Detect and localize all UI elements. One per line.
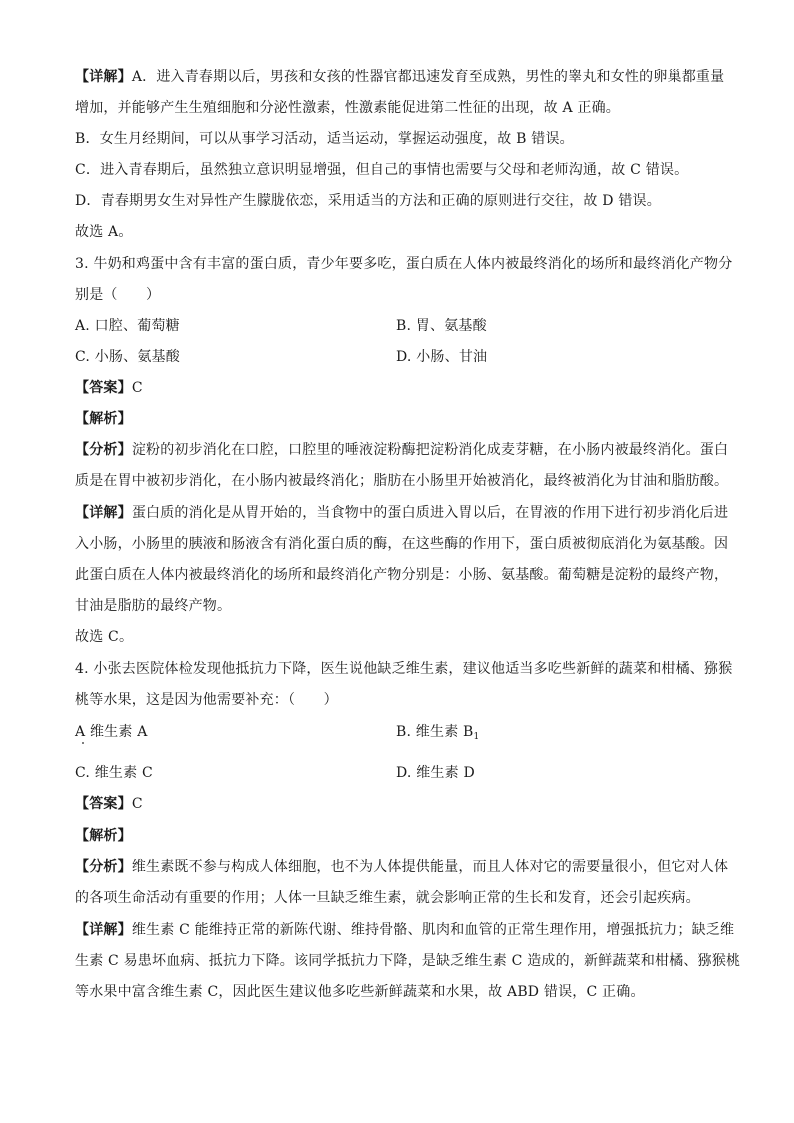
q4-option-d: D. 维生素 D (396, 765, 475, 781)
detail-tag: 【详解】 (75, 505, 132, 521)
answer-conclusion: 故选 A。 (75, 224, 133, 240)
q3-option-b: B. 胃、氨基酸 (396, 318, 487, 334)
q4-answer (75, 794, 143, 814)
question-4-stem: 4. 小张去医院体检发现他抵抗力下降，医生说他缺乏维生素，建议他适当多吃些新鲜的蔬菜和柑橘、猕猴 (75, 661, 733, 677)
option-b-explanation: B．女生月经期间，可以从事学习活动，适当运动，掌握运动强度，故 B 错误。 (75, 131, 574, 147)
detail-paragraph-line (75, 67, 724, 87)
q3-detail-line: 此蛋白质在人体内被最终消化的场所和最终消化产物分别是：小肠、氨基酸。葡萄糖是淀粉的最终产物， (75, 567, 729, 583)
q3-detail-line: 入小肠，小肠里的胰液和肠液含有消化蛋白质的酶，在这些酶的作用下，蛋白质被彻底消化为氨基酸。因 (75, 536, 729, 552)
q3-analysis-tag: 【解析】 (75, 411, 132, 427)
q4-analysis-tag: 【解析】 (75, 828, 132, 844)
q3-answer (75, 378, 143, 398)
subscript: 1 (473, 732, 480, 742)
analysis-tag: 【分析】 (75, 859, 132, 875)
q4-option-c: C. 维生素 C (75, 765, 153, 781)
detail-text: 维生素 C 能维持正常的新陈代谢、维持骨骼、肌肉和血管的正常生理作用，增强抵抗力；缺乏维 (131, 922, 735, 938)
analysis-tag: 【分析】 (75, 442, 132, 458)
detail-tag: 【详解】 (75, 69, 132, 85)
answer-value: C (131, 796, 143, 812)
q3-detail-line (75, 503, 728, 523)
question-3-stem: 3. 牛奶和鸡蛋中含有丰富的蛋白质，青少年要多吃，蛋白质在人体内被最终消化的场所和最终消化产物分 (75, 256, 733, 272)
analysis-text: 维生素既不参与构成人体细胞，也不为人体提供能量，而且人体对它的需要量很小，但它对人体 (131, 859, 729, 875)
answer-tag: 【答案】 (75, 796, 132, 812)
q3-conclusion: 故选 C。 (75, 629, 134, 645)
q3-option-a: A. 口腔、葡萄糖 (75, 318, 180, 334)
q4-analysis-line (75, 857, 728, 877)
detail-tag: 【详解】 (75, 922, 132, 938)
q4-option-b (396, 722, 479, 744)
answer-tag: 【答案】 (75, 380, 132, 396)
q4-analysis-line: 的各项生命活动有重要的作用；人体一旦缺乏维生素，就会影响正常的生长和发育，还会引起疾病。 (75, 890, 700, 906)
option-c-explanation: C．进入青春期后，虽然独立意识明显增强，但自己的事情也需要与父母和老师沟通，故 C 错误。 (75, 162, 689, 178)
analysis-text: 淀粉的初步消化在口腔，口腔里的唾液淀粉酶把淀粉消化成麦芽糖，在小肠内被最终消化。蛋白 (131, 442, 729, 458)
question-3-stem-cont: 别是（ ） (75, 287, 161, 303)
q3-option-d: D. 小肠、甘油 (396, 349, 488, 365)
option-d-explanation: D．青春期男女生对异性产生朦胧依恋，采用适当的方法和正确的原则进行交往，故 D 错误。 (75, 193, 661, 209)
answer-value: C (131, 380, 143, 396)
option-b-text: B. 维生素 B (396, 724, 474, 740)
q4-detail-line: 等水果中富含维生素 C，因此医生建议他多吃些新鲜蔬菜和水果，故 ABD 错误，C 正确。 (75, 984, 645, 1000)
stray-dot (82, 742, 84, 744)
detail-paragraph-line: 增加，并能够产生生殖细胞和分泌性激素，性激素能促进第二性征的出现，故 A 正确。 (75, 100, 621, 116)
question-4-stem-cont: 桃等水果，这是因为他需要补充：（ ） (75, 692, 338, 708)
q3-option-c: C. 小肠、氨基酸 (75, 349, 180, 365)
q4-detail-line: 生素 C 易患坏血病、抵抗力下降。该同学抵抗力下降，是缺乏维生素 C 造成的，新鲜蔬菜和柑橘、猕猴桃 (75, 953, 741, 969)
detail-text: A．进入青春期以后，男孩和女孩的性器官都迅速发育至成熟，男性的睾丸和女性的卵巢都重量 (131, 69, 725, 85)
q3-analysis-line: 质是在胃中被初步消化，在小肠内被最终消化；脂肪在小肠里开始被消化，最终被消化为甘油和脂肪酸。 (75, 473, 729, 489)
q4-detail-line (75, 920, 734, 940)
detail-text: 蛋白质的消化是从胃开始的，当食物中的蛋白质进入胃以后，在胃液的作用下进行初步消化后进 (131, 505, 729, 521)
q4-option-a: A 维生素 A (75, 724, 148, 740)
q3-analysis-line (75, 440, 728, 460)
q3-detail-line: 甘油是脂肪的最终产物。 (75, 598, 232, 614)
